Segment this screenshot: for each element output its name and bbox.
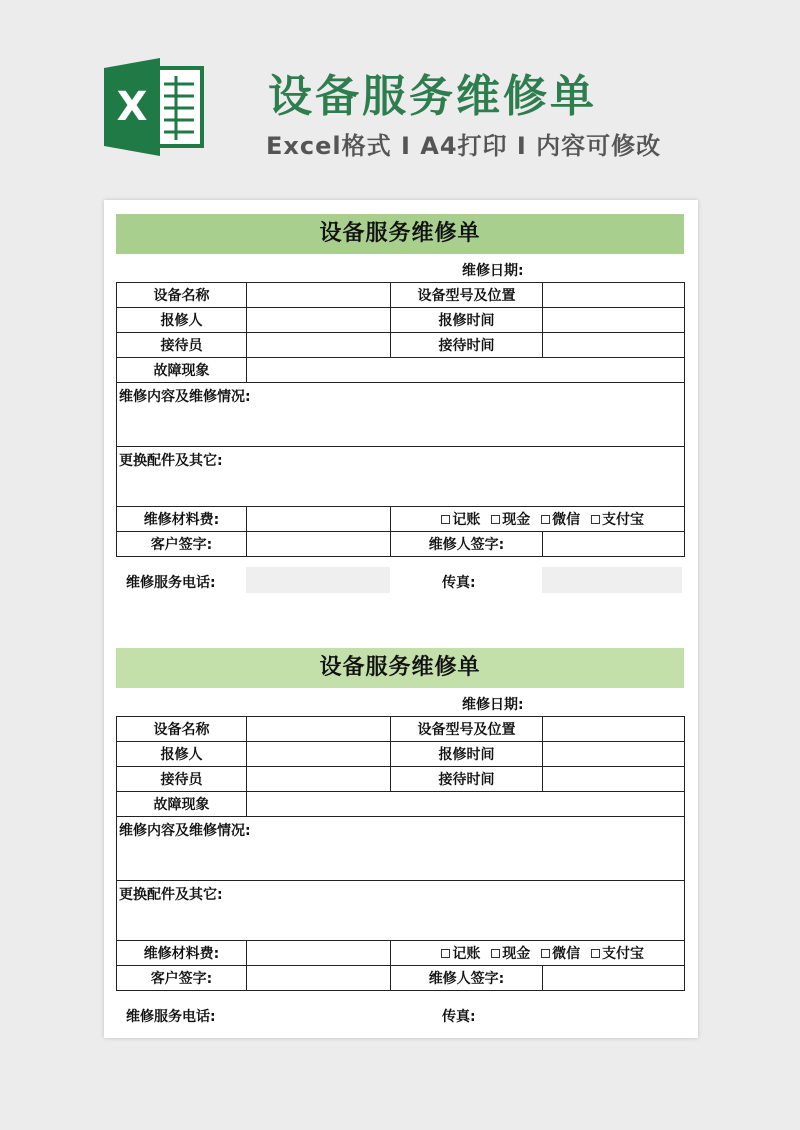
reporter-label: 报修人 xyxy=(117,308,247,333)
receive-time-label: 接待时间 xyxy=(391,767,543,792)
phone-label: 维修服务电话: xyxy=(126,575,216,591)
receiver-label: 接待员 xyxy=(117,333,247,358)
parts-cell[interactable] xyxy=(117,881,685,941)
fax-label: 传真: xyxy=(442,575,476,591)
banner-subtitle: Excel格式 I A4打印 I 内容可修改 xyxy=(266,132,662,160)
report-time-label: 报修时间 xyxy=(391,308,543,333)
table-row xyxy=(117,717,685,742)
fax-field[interactable] xyxy=(542,567,682,593)
reporter-cell[interactable] xyxy=(247,308,391,333)
material-fee-label: 维修材料费: xyxy=(117,941,247,966)
excel-logo-letter: X xyxy=(116,84,148,130)
checkbox-icon xyxy=(591,949,600,958)
form-table xyxy=(116,716,685,991)
payment-option[interactable]: 现金 xyxy=(491,946,530,962)
contact-row xyxy=(116,999,684,1029)
reporter-label: 报修人 xyxy=(117,742,247,767)
report-time-cell[interactable] xyxy=(543,308,685,333)
table-row xyxy=(117,767,685,792)
payment-option[interactable]: 微信 xyxy=(541,512,580,528)
device-model-label: 设备型号及位置 xyxy=(391,283,543,308)
payment-option[interactable]: 支付宝 xyxy=(591,946,644,962)
device-model-cell[interactable] xyxy=(543,283,685,308)
payment-options xyxy=(391,941,685,966)
receiver-cell[interactable] xyxy=(247,333,391,358)
table-row xyxy=(117,532,685,557)
payment-option[interactable]: 微信 xyxy=(541,946,580,962)
table-row xyxy=(117,358,685,383)
parts-label: 更换配件及其它: xyxy=(119,887,223,903)
receive-time-cell[interactable] xyxy=(543,767,685,792)
report-time-label: 报修时间 xyxy=(391,742,543,767)
parts-cell[interactable] xyxy=(117,447,685,507)
parts-label: 更换配件及其它: xyxy=(119,453,223,469)
table-row xyxy=(117,881,685,941)
customer-sign-label: 客户签字: xyxy=(117,532,247,557)
repair-form-2 xyxy=(116,648,684,1029)
document-sheet xyxy=(104,200,698,1038)
device-name-label: 设备名称 xyxy=(117,717,247,742)
table-row xyxy=(117,308,685,333)
material-fee-cell[interactable] xyxy=(247,507,391,532)
form-title: 设备服务维修单 xyxy=(116,214,684,254)
repairer-sign-cell[interactable] xyxy=(543,966,685,991)
date-row xyxy=(116,254,684,282)
report-time-cell[interactable] xyxy=(543,742,685,767)
table-row xyxy=(117,283,685,308)
checkbox-icon xyxy=(491,949,500,958)
contact-row xyxy=(116,565,684,595)
fault-cell[interactable] xyxy=(247,792,685,817)
device-name-cell[interactable] xyxy=(247,717,391,742)
date-row xyxy=(116,688,684,716)
table-row xyxy=(117,941,685,966)
repair-content-cell[interactable] xyxy=(117,817,685,881)
customer-sign-label: 客户签字: xyxy=(117,966,247,991)
checkbox-icon xyxy=(541,515,550,524)
repairer-sign-cell[interactable] xyxy=(543,532,685,557)
device-model-cell[interactable] xyxy=(543,717,685,742)
repairer-sign-label: 维修人签字: xyxy=(391,532,543,557)
phone-field[interactable] xyxy=(246,567,390,593)
table-row xyxy=(117,333,685,358)
material-fee-label: 维修材料费: xyxy=(117,507,247,532)
repair-content-cell[interactable] xyxy=(117,383,685,447)
receiver-label: 接待员 xyxy=(117,767,247,792)
form-table xyxy=(116,282,685,557)
material-fee-cell[interactable] xyxy=(247,941,391,966)
payment-option[interactable]: 现金 xyxy=(491,512,530,528)
repair-content-label: 维修内容及维修情况: xyxy=(119,389,251,405)
fault-cell[interactable] xyxy=(247,358,685,383)
form-title: 设备服务维修单 xyxy=(116,648,684,688)
banner-title: 设备服务维修单 xyxy=(268,71,597,122)
customer-sign-cell[interactable] xyxy=(247,966,391,991)
device-model-label: 设备型号及位置 xyxy=(391,717,543,742)
checkbox-icon xyxy=(441,949,450,958)
payment-option[interactable]: 记账 xyxy=(441,512,480,528)
table-row xyxy=(117,383,685,447)
receive-time-cell[interactable] xyxy=(543,333,685,358)
table-row xyxy=(117,817,685,881)
device-name-label: 设备名称 xyxy=(117,283,247,308)
repairer-sign-label: 维修人签字: xyxy=(391,966,543,991)
receive-time-label: 接待时间 xyxy=(391,333,543,358)
table-row xyxy=(117,792,685,817)
checkbox-icon xyxy=(491,515,500,524)
customer-sign-cell[interactable] xyxy=(247,532,391,557)
table-row xyxy=(117,966,685,991)
device-name-cell[interactable] xyxy=(247,283,391,308)
checkbox-icon xyxy=(441,515,450,524)
payment-options xyxy=(391,507,685,532)
checkbox-icon xyxy=(541,949,550,958)
date-label: 维修日期: xyxy=(462,263,524,279)
payment-option[interactable]: 记账 xyxy=(441,946,480,962)
fault-label: 故障现象 xyxy=(117,358,247,383)
phone-label: 维修服务电话: xyxy=(126,1009,216,1025)
fax-label: 传真: xyxy=(442,1009,476,1025)
repair-content-label: 维修内容及维修情况: xyxy=(119,823,251,839)
receiver-cell[interactable] xyxy=(247,767,391,792)
table-row xyxy=(117,742,685,767)
checkbox-icon xyxy=(591,515,600,524)
payment-option[interactable]: 支付宝 xyxy=(591,512,644,528)
date-label: 维修日期: xyxy=(462,697,524,713)
reporter-cell[interactable] xyxy=(247,742,391,767)
repair-form-1 xyxy=(116,214,684,595)
excel-logo-icon xyxy=(104,58,204,156)
table-row xyxy=(117,507,685,532)
table-row xyxy=(117,447,685,507)
fault-label: 故障现象 xyxy=(117,792,247,817)
